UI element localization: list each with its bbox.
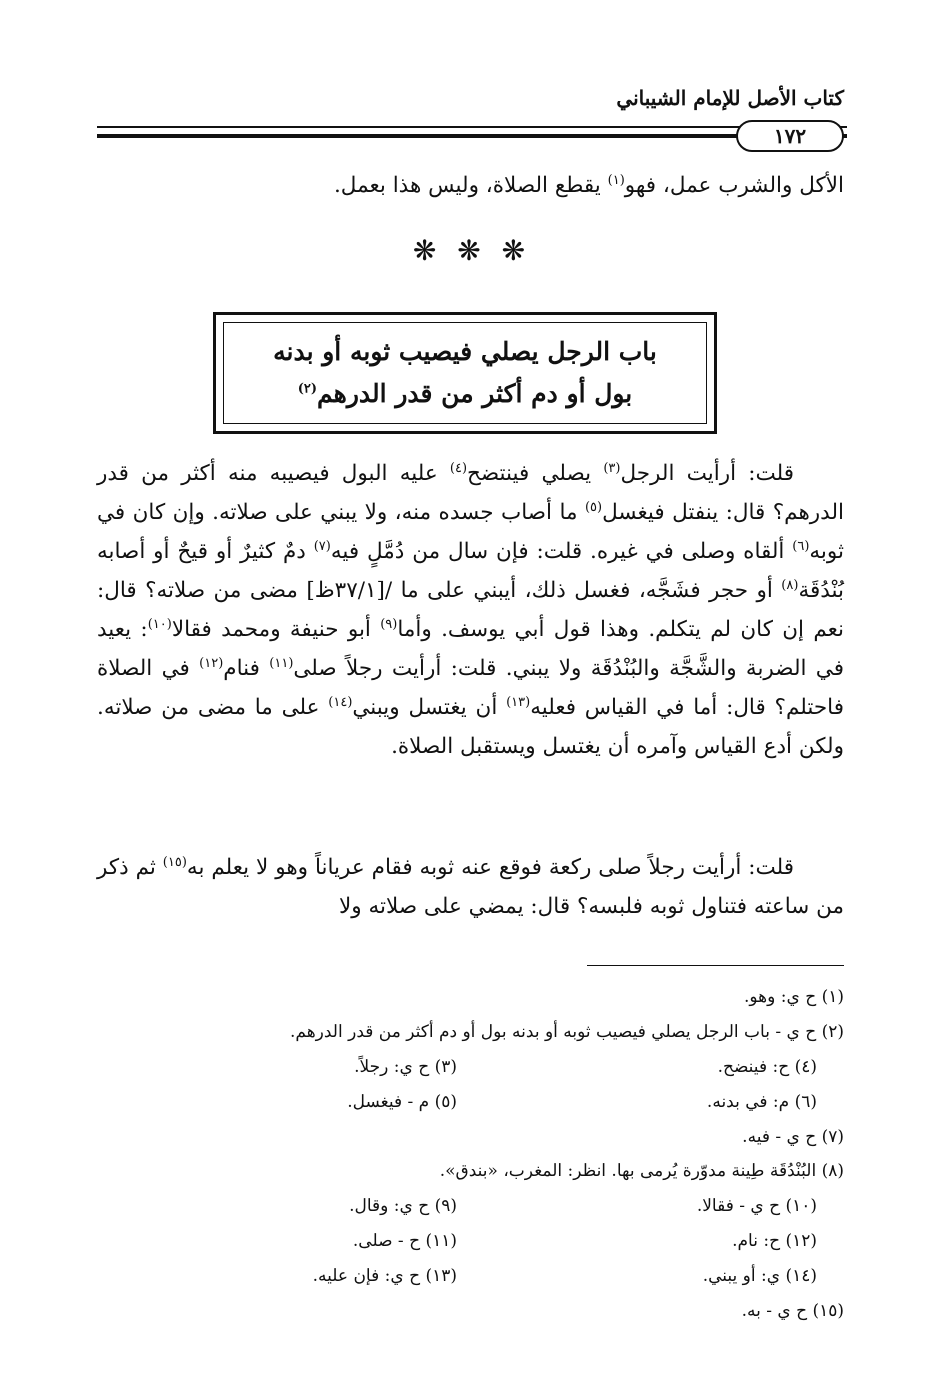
text-segment: عليه البول فيصيبه منه أكثر من قدر الدرهم؟ قال: ينفتل فيغسل bbox=[97, 461, 844, 525]
page-number-badge: ١٧٢ bbox=[736, 120, 844, 152]
text-segment: ألقاه وصلى في غيره. قلت: فإن سال من دُمَّلٍ فيه bbox=[330, 539, 793, 564]
footnote-6: (٦) م: في بدنه. bbox=[706, 1091, 817, 1112]
footnote-ref: (١٢) bbox=[199, 655, 224, 671]
footnote-row bbox=[97, 1050, 844, 1085]
text-segment: أبو حنيفة ومحمد فقالا bbox=[171, 617, 381, 642]
footnote-ref: (١٤) bbox=[328, 694, 353, 710]
footnote-ref: (٦) bbox=[792, 538, 810, 554]
footnote-10: (١٠) ح ي - فقالا. bbox=[696, 1196, 817, 1217]
ornament-separator: ❋ ❋ ❋ bbox=[412, 234, 532, 267]
footnote-ref: (١) bbox=[607, 172, 625, 188]
text-segment: في الصلاة فاحتلم؟ قال: أما في القياس فعليه bbox=[97, 656, 844, 720]
footnote-9: (٩) ح ي: وقال. bbox=[349, 1196, 457, 1217]
footnote-ref: (١١) bbox=[269, 655, 294, 671]
footnote-14: (١٤) ي: أو يبني. bbox=[702, 1265, 817, 1286]
footnote-ref: (٢) bbox=[297, 381, 318, 397]
text-segment: فنام bbox=[223, 656, 270, 681]
footnote-row bbox=[97, 1293, 844, 1328]
footnote-ref: (٨) bbox=[781, 577, 799, 593]
text-segment: ما أصاب جسده منه، ولا يبني على صلاته. وإن كان في ثوبه bbox=[97, 500, 844, 564]
text-segment: أن يغتسل ويبني bbox=[352, 695, 507, 720]
footnote-5: (٥) م - فيغسل. bbox=[347, 1091, 457, 1112]
footnote-1: (١) ح ي: وهو. bbox=[744, 987, 844, 1008]
second-paragraph bbox=[97, 848, 844, 926]
text-segment: دمٌ كثيرٌ أو قيحٌ أو أصابه بُنْدُقَة bbox=[97, 539, 844, 603]
footnote-row bbox=[97, 1015, 844, 1050]
footnote-3: (٣) ح ي: رجلاً. bbox=[354, 1056, 457, 1077]
text-segment: : يعيد في الضربة والشَّجَّة والبُنْدُقَة ولا يبني. قلت: أرأيت رجلاً صلى bbox=[97, 617, 845, 681]
footnote-row bbox=[97, 1084, 844, 1119]
footnote-15: (١٥) ح ي - به. bbox=[741, 1300, 844, 1321]
footnote-row bbox=[97, 1258, 844, 1293]
footnote-12: (١٢) ح: نام. bbox=[732, 1230, 817, 1251]
footnote-ref: (٩) bbox=[380, 616, 398, 632]
footnote-ref: (١٥) bbox=[162, 854, 187, 870]
footnote-row bbox=[97, 1119, 844, 1154]
header-rule bbox=[97, 126, 847, 128]
text-segment: قلت: أرأيت رجلاً صلى ركعة فوقع عنه ثوبه فقام عرياناً وهو لا يعلم به bbox=[186, 855, 794, 880]
footnote-row bbox=[97, 1224, 844, 1259]
footnote-2: (٢) ح ي - باب الرجل يصلي فيصيب ثوبه أو بدنه بول أو دم أكثر من قدر الدرهم. bbox=[289, 1022, 844, 1043]
footnote-row bbox=[97, 1189, 844, 1224]
footnote-ref: (٥) bbox=[584, 499, 603, 515]
footnote-4: (٤) ح: فينضح. bbox=[717, 1056, 817, 1077]
text-segment: على ما مضى من صلاته. ولكن أدع القياس وآمره أن يغتسل ويستقبل الصلاة. bbox=[97, 695, 844, 759]
chapter-title-frame bbox=[213, 312, 717, 434]
header-rule-thick bbox=[97, 134, 847, 138]
text-segment: يقطع الصلاة، وليس هذا بعمل. bbox=[333, 173, 608, 198]
main-paragraph bbox=[97, 454, 844, 766]
text-segment: قلت: أرأيت الرجل bbox=[620, 461, 794, 486]
text-segment: بول أو دم أكثر من قدر الدرهم bbox=[317, 379, 633, 408]
footnote-row bbox=[97, 980, 844, 1015]
footnote-ref: (١٠) bbox=[147, 616, 172, 632]
text-segment: أو حجر فشَجَّه، فغسل ذلك، أيبني على ما /[٣٧/١ظ] مضى من صلاته؟ قال: نعم إن كان لم يتكلم. وهذا قول أبي يوسف. وأما bbox=[97, 578, 844, 642]
footnotes-section bbox=[97, 980, 844, 1328]
footnote-7: (٧) ح ي - فيه. bbox=[742, 1126, 844, 1147]
footnote-8: (٨) البُنْدُقَة طِينة مدوّرة يُرمى بها. انظر: المغرب، «بندق». bbox=[439, 1161, 844, 1182]
footnote-ref: (٧) bbox=[313, 538, 331, 554]
footnote-separator bbox=[587, 965, 844, 966]
text-segment: يصلي فينتضح bbox=[467, 461, 604, 486]
chapter-title-line-1: باب الرجل يصلي فيصيب ثوبه أو بدنه bbox=[273, 337, 657, 366]
footnote-row bbox=[97, 1154, 844, 1189]
running-header-title: كتاب الأصل للإمام الشيباني bbox=[616, 86, 844, 110]
text-segment: الأكل والشرب عمل، فهو bbox=[624, 173, 844, 198]
chapter-title-inner-frame bbox=[223, 322, 707, 424]
footnote-ref: (٣) bbox=[603, 460, 621, 476]
opening-line bbox=[97, 166, 844, 205]
footnote-11: (١١) ح - صلى. bbox=[352, 1230, 457, 1251]
footnote-ref: (٤) bbox=[449, 460, 468, 476]
text-segment: ثم ذكر من ساعته فتناول ثوبه فلبسه؟ قال: يمضي على صلاته ولا bbox=[97, 855, 844, 919]
footnote-13: (١٣) ح ي: فإن عليه. bbox=[312, 1265, 457, 1286]
footnote-ref: (١٣) bbox=[506, 694, 531, 710]
chapter-title-line-2 bbox=[298, 373, 633, 415]
